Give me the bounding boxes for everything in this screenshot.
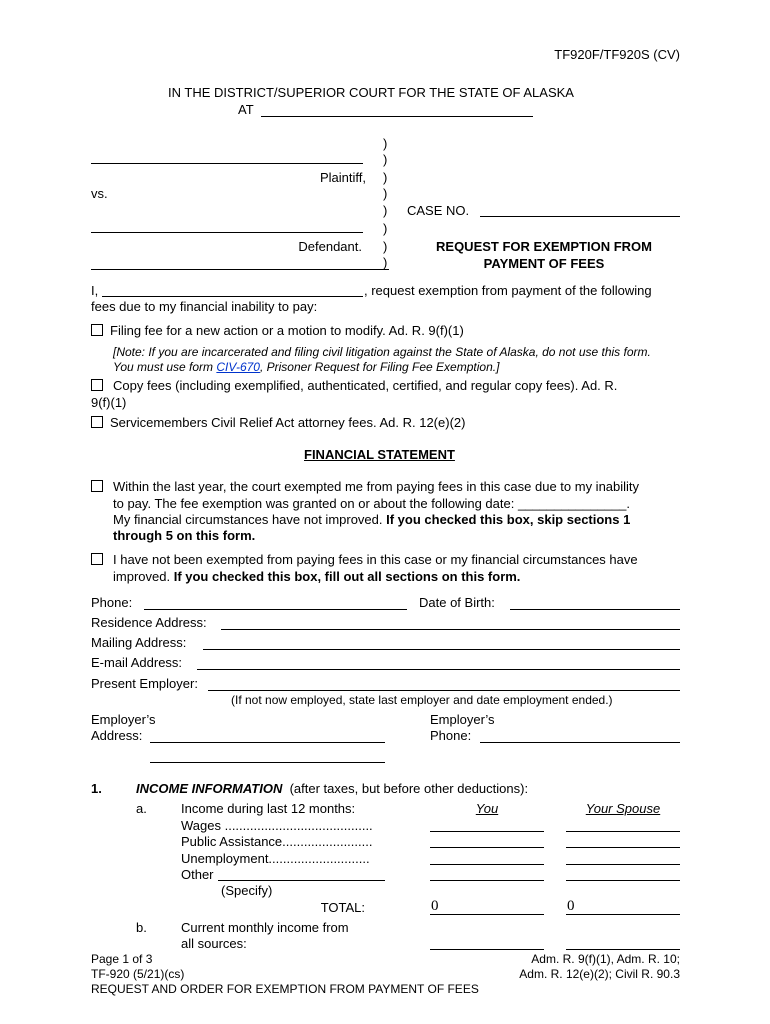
filing-fee-checkbox[interactable] [91, 324, 103, 336]
rules-line2: Adm. R. 12(e)(2); Civil R. 90.3 [519, 967, 680, 981]
prior-exemption-line3 [113, 512, 630, 527]
not-exempted-line1: I have not been exempted from paying fees in this case or my financial circumstances have [113, 552, 638, 567]
prior-exemption-line2: to pay. The fee exemption was granted on or about the following date: _______________. [113, 496, 631, 511]
residence-address-label: Residence Address: [91, 615, 207, 630]
civ-670-link[interactable]: CIV-670 [216, 360, 260, 374]
dob-field[interactable] [510, 609, 680, 610]
caption-paren: ) [383, 221, 388, 236]
item-a-text: Income during last 12 months: [181, 801, 356, 816]
section-1-number: 1. [91, 781, 102, 796]
copy-fees-checkbox[interactable] [91, 379, 103, 391]
form-code: TF-920 (5/21)(cs) [91, 967, 185, 981]
dob-label: Date of Birth: [419, 595, 495, 610]
court-title: IN THE DISTRICT/SUPERIOR COURT FOR THE STATE OF ALASKA [168, 85, 574, 100]
scra-fees-label: Servicemembers Civil Relief Act attorney fees. Ad. R. 12(e)(2) [110, 415, 466, 430]
note-line1: [Note: If you are incarcerated and filing civil litigation against the State of Alaska, do not use this form. [113, 345, 651, 359]
caption-paren: ) [383, 170, 388, 185]
financial-statement-heading: FINANCIAL STATEMENT [304, 447, 455, 462]
page-number: Page 1 of 3 [91, 952, 153, 966]
vs-label: vs. [91, 186, 108, 201]
requester-name-line[interactable] [102, 296, 363, 297]
monthly-income-spouse-field[interactable] [566, 949, 680, 950]
employer-phone-label-2: Phone: [430, 728, 472, 743]
income-heading-note: (after taxes, but before other deductions): [289, 781, 529, 796]
request-text-line1: , request exemption from payment of the following [364, 283, 652, 298]
phone-field[interactable] [144, 609, 407, 610]
at-label: AT [238, 102, 254, 117]
item-b-text-line2: all sources: [181, 936, 247, 951]
email-address-field[interactable] [197, 669, 680, 670]
wages-label: Wages ......................................... [181, 818, 373, 833]
public-assistance-spouse-field[interactable] [566, 847, 680, 848]
filing-fee-label: Filing fee for a new action or a motion to modify. Ad. R. 9(f)(1) [110, 323, 464, 338]
note-line2-post: , Prisoner Request for Filing Fee Exemption.] [259, 360, 500, 374]
not-exempted-checkbox[interactable] [91, 553, 103, 565]
other-spouse-field[interactable] [566, 880, 680, 881]
item-a-label: a. [136, 801, 147, 816]
present-employer-label: Present Employer: [91, 676, 198, 691]
not-exempted-line2-bold: If you checked this box, fill out all sections on this form. [173, 569, 521, 584]
not-exempted-line2 [113, 569, 520, 584]
caption-paren: ) [383, 255, 388, 270]
scra-fees-checkbox[interactable] [91, 416, 103, 428]
you-column-header: You [475, 801, 499, 816]
email-address-label: E-mail Address: [91, 655, 183, 670]
public-assistance-you-field[interactable] [430, 847, 544, 848]
total-spouse-value: 0 [567, 898, 575, 914]
request-text-line2: fees due to my financial inability to pay: [91, 299, 318, 314]
monthly-income-you-field[interactable] [430, 949, 544, 950]
copy-fees-label-line2: 9(f)(1) [91, 395, 127, 410]
caption-bottom-line [91, 269, 389, 270]
form-title-line2: PAYMENT OF FEES [483, 256, 605, 271]
mailing-address-field[interactable] [203, 649, 680, 650]
wages-spouse-field[interactable] [566, 831, 680, 832]
defendant-name-line[interactable] [91, 232, 363, 233]
total-you-value: 0 [431, 898, 439, 914]
prior-exemption-line1: Within the last year, the court exempted me from paying fees in this case due to my inability [113, 479, 640, 494]
case-no-label: CASE NO. [407, 203, 470, 218]
not-exempted-line2-text: improved. [113, 569, 174, 584]
mailing-address-label: Mailing Address: [91, 635, 187, 650]
item-b-label: b. [136, 920, 147, 935]
spouse-column-header: Your Spouse [585, 801, 661, 816]
form-id: TF920F/TF920S (CV) [554, 47, 680, 62]
unemployment-spouse-field[interactable] [566, 864, 680, 865]
residence-address-field[interactable] [221, 629, 680, 630]
defendant-label: Defendant. [298, 239, 362, 254]
form-title-line1: REQUEST FOR EXEMPTION FROM [436, 239, 652, 254]
case-no-line[interactable] [480, 216, 680, 217]
employer-note: (If not now employed, state last employer and date employment ended.) [231, 693, 613, 707]
total-you-field[interactable] [430, 914, 544, 915]
caption-paren: ) [383, 152, 388, 167]
caption-paren: ) [383, 203, 388, 218]
total-label: TOTAL: [320, 900, 365, 915]
court-location-line[interactable] [261, 116, 533, 117]
prior-exemption-line3-bold: If you checked this box, skip sections 1 [386, 512, 631, 527]
employer-address-field-2[interactable] [150, 762, 385, 763]
caption-paren: ) [383, 136, 388, 151]
note-line2 [113, 360, 499, 375]
employer-phone-field[interactable] [480, 742, 680, 743]
income-heading [136, 781, 528, 796]
unemployment-label: Unemployment............................ [181, 851, 370, 866]
other-you-field[interactable] [430, 880, 544, 881]
employer-address-label-1: Employer’s [91, 712, 156, 727]
plaintiff-name-line[interactable] [91, 163, 363, 164]
other-specify-field[interactable] [218, 880, 385, 881]
plaintiff-label: Plaintiff, [319, 170, 366, 185]
prior-exemption-line4: through 5 on this form. [113, 528, 256, 543]
rules-line1: Adm. R. 9(f)(1), Adm. R. 10; [531, 952, 680, 966]
total-spouse-field[interactable] [566, 914, 680, 915]
prior-exemption-checkbox[interactable] [91, 480, 103, 492]
present-employer-field[interactable] [208, 690, 680, 691]
item-b-text-line1: Current monthly income from [181, 920, 349, 935]
caption-paren: ) [383, 186, 388, 201]
employer-address-field[interactable] [150, 742, 385, 743]
note-line2-pre: You must use form [113, 360, 217, 374]
employer-phone-label-1: Employer’s [430, 712, 495, 727]
other-label: Other [181, 867, 214, 882]
prior-exemption-line3-text: My financial circumstances have not improved. [113, 512, 387, 527]
income-heading-title: INCOME INFORMATION [136, 781, 283, 796]
phone-label: Phone: [91, 595, 133, 610]
copy-fees-label-line1: Copy fees (including exemplified, authenticated, certified, and regular copy fees). Ad. R. [113, 378, 618, 393]
unemployment-you-field[interactable] [430, 864, 544, 865]
employer-address-label-2: Address: [91, 728, 143, 743]
public-assistance-label: Public Assistance......................... [181, 834, 373, 849]
footer-form-title: REQUEST AND ORDER FOR EXEMPTION FROM PAYMENT OF FEES [91, 982, 479, 996]
wages-you-field[interactable] [430, 831, 544, 832]
i-label: I, [91, 283, 99, 298]
specify-label: (Specify) [221, 883, 273, 898]
caption-paren: ) [383, 239, 388, 254]
